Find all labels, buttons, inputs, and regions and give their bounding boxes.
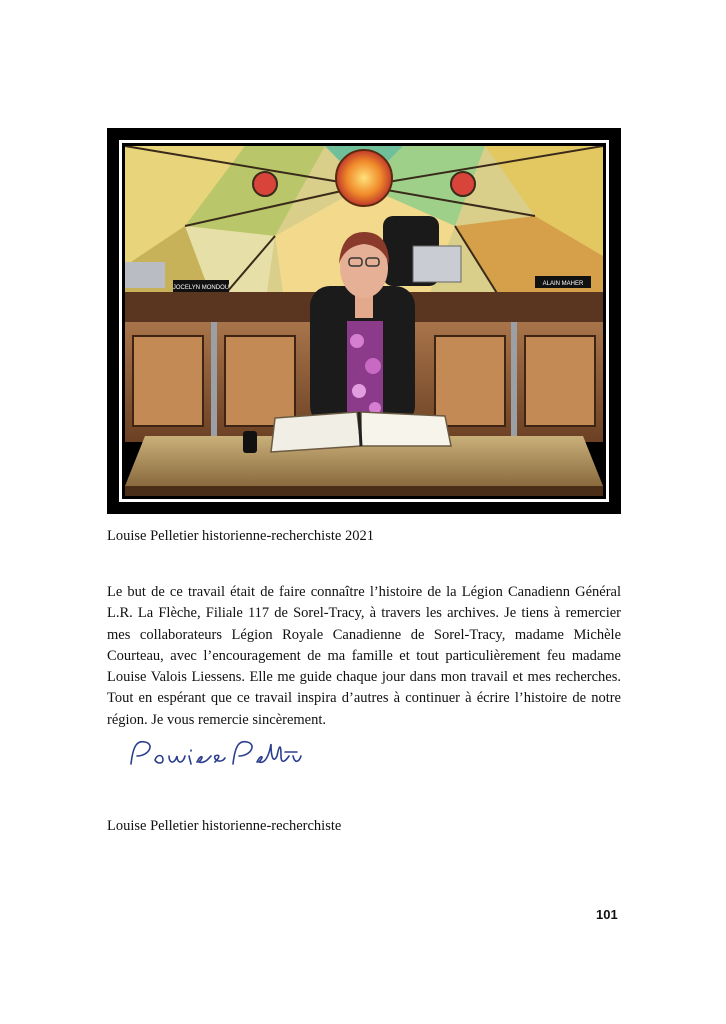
signatory-name: Louise Pelletier historienne-recherchiste — [107, 818, 342, 834]
page-number: 101 — [596, 907, 618, 922]
acknowledgement-paragraph: Le but de ce travail était de faire connaître l’histoire de la Légion Canadienn Général L.R. La Flèche, Filiale 117 de Sorel-Tracy, à travers les archives. Je tiens à remercier mes collaborateurs Légion Royale Canadienne de Sorel-Tracy, madame Michèle Courteau, avec l’encouragement de ma famille et tout particulièrement feu madame Louise Valois Liessens. Elle me guide chaque jour dans mon travail et mes recherches. Tout en espérant que ce travail inspira d’autres à continuer à écrire l’histoire de notre région. Je vous remercie sincèrement. — [107, 584, 621, 728]
photo-signing-guestbook — [125, 146, 603, 496]
photo-caption: Louise Pelletier historienne-recherchiste 2021 — [107, 528, 374, 544]
handwritten-signature — [125, 734, 305, 774]
nameplate-left: JOCELYN MONDOU — [172, 285, 230, 291]
nameplate-right: ALAIN MAHER — [542, 281, 584, 287]
photo-frame — [107, 128, 621, 514]
